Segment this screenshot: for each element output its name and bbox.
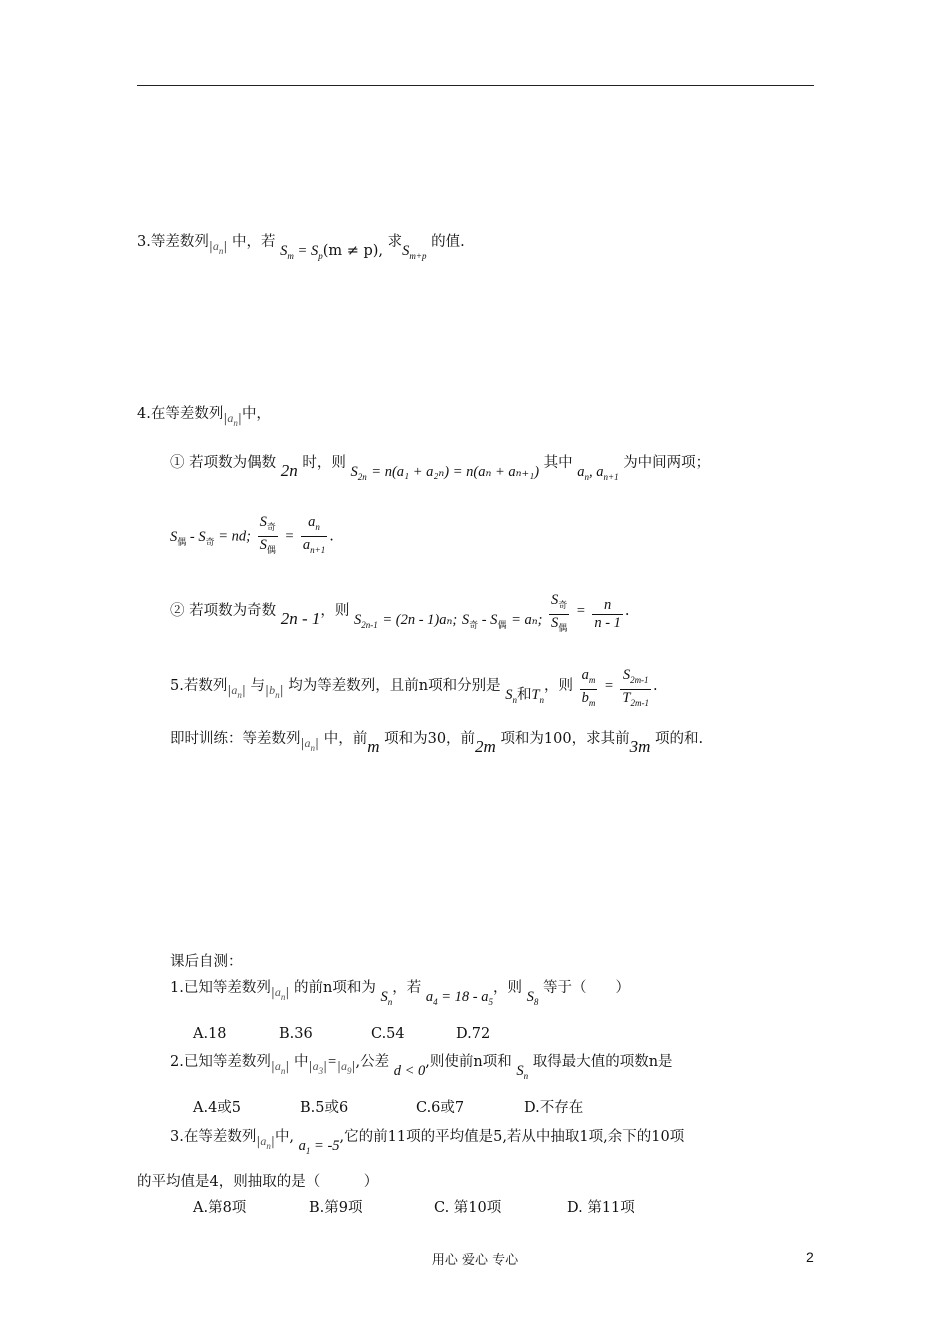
st-q3-line2: 的平均值是4，则抽取的是（ ） — [137, 1174, 379, 1190]
option-d[interactable]: D. 第11项 — [567, 1200, 635, 1216]
q3-line: 3.等差数列$|a_n|$ 中，若 $S_m = S_p(m \ne p)$, 求$S_{m+p}$ 的值. — [137, 234, 465, 261]
option-d[interactable]: D.72 — [456, 1026, 491, 1042]
page-number: 2 — [806, 1249, 814, 1265]
q4-case2: ② 若项数为奇数 2n - 1，则 $S_{2n-1} = (2n - 1)a_n$; $S_奇 - S_偶 = a_n$; $\frac{S_奇}{S_偶}$ = $\frac{n}{n - 1}$ . — [170, 592, 630, 633]
option-d[interactable]: D.不存在 — [524, 1100, 584, 1116]
option-a[interactable]: A.第8项 — [193, 1200, 247, 1216]
st-q3: 3.在等差数列$|a_n|$中, $a_1 = -5$,它的前11项的平均值是5,若从中抽取1项,余下的10项 — [170, 1129, 685, 1156]
header-rule — [137, 85, 814, 86]
q4-case1-formula: $S_偶 - S_奇$ = nd; $\frac{S_奇}{S_偶}$ = $\frac{a_n}{a_{n+1}}$ . — [170, 514, 334, 555]
st-q1: 1.已知等差数列$|a_n|$ 的前n项和为 $S_n$，若 $a_4 = 18 - a_5$，则 $S_8$ 等于（ ） — [170, 980, 630, 1007]
option-c[interactable]: C. 第10项 — [434, 1200, 502, 1216]
option-a[interactable]: A.4或5 — [193, 1100, 242, 1116]
st-q1-options — [193, 1024, 490, 1044]
option-b[interactable]: B.第9项 — [309, 1200, 363, 1216]
option-b[interactable]: B.5或6 — [300, 1100, 349, 1116]
footer-motto: 用心 爱心 专心 — [431, 1253, 519, 1268]
self-test-heading: 课后自测： — [170, 954, 243, 970]
seq-bracket: $|a_n|$ — [208, 239, 228, 256]
q5-line: 5.若数列$|a_n|$ 与$|b_n|$ 均为等差数列，且前n项和分别是 $S_n$和$T_n$，则 $\frac{a_m}{b_m}$ = $\frac{S_{2m-1}}{T_{2m-1}}$ . — [170, 667, 658, 708]
q4-case1: ① 若项数为偶数 2n 时，则 $S_{2n} = n(a_1 + a_{2n}) = n(a_n + a_{n+1})$ 其中 $a_n$, $a_{n+1}$ 为中间两项； — [170, 455, 711, 482]
st-q2-options — [193, 1098, 583, 1118]
st-q3-options — [193, 1198, 635, 1218]
option-b[interactable]: B.36 — [279, 1026, 313, 1042]
option-c[interactable]: C.54 — [371, 1026, 405, 1042]
option-a[interactable]: A.18 — [193, 1026, 227, 1042]
q4-line: 4.在等差数列$|a_n|$中， — [137, 406, 271, 428]
st-q2: 2.已知等差数列$|a_n|$ 中$|a_3|=|a_9|$,公差 d < 0,则使前n项和 $S_n$ 取得最大值的项数n是 — [170, 1054, 673, 1081]
drill-line: 即时训练：等差数列$|a_n|$ 中，前m 项和为30，前2m 项和为100，求其前3m 项的和. — [170, 731, 704, 756]
option-c[interactable]: C.6或7 — [416, 1100, 465, 1116]
